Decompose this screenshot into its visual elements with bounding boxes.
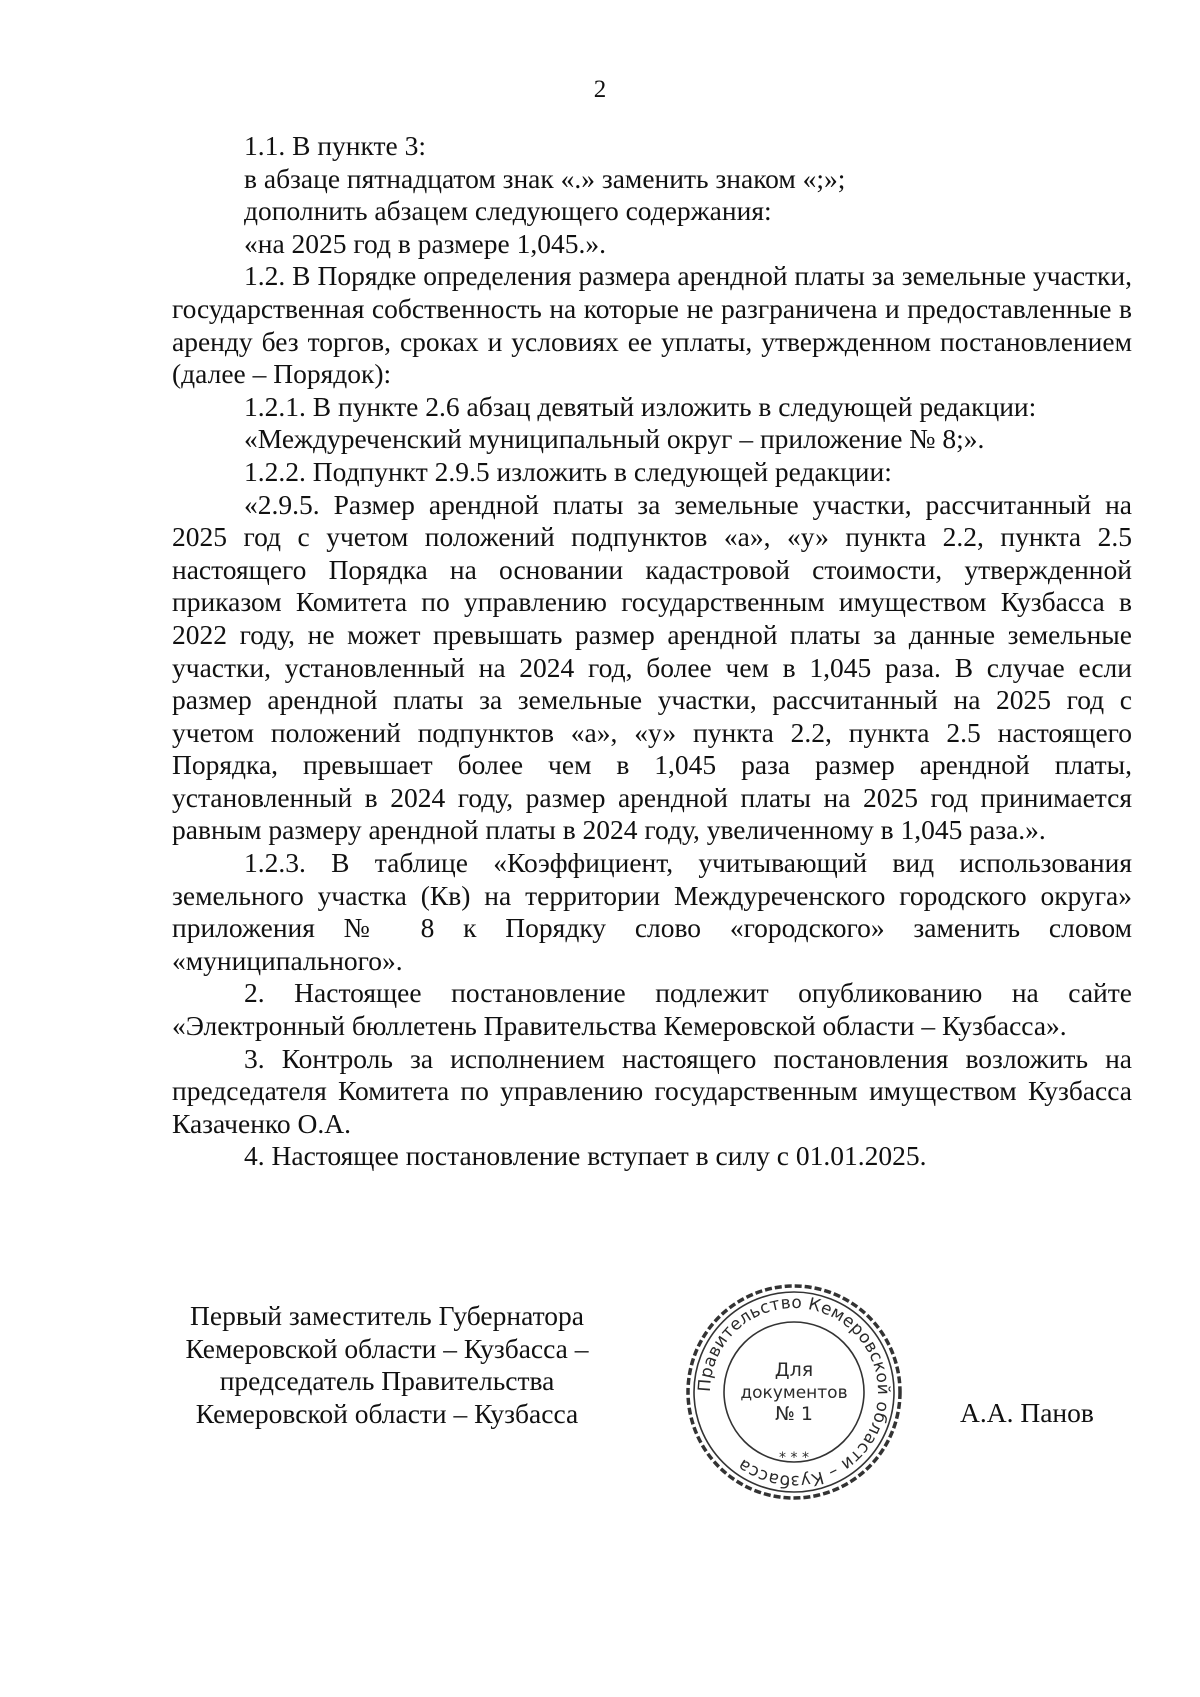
- paragraph-1-1-c: «на 2025 год в размере 1,045.».: [244, 227, 606, 259]
- paragraph-2-9-5: «2.9.5. Размер арендной платы за земельные участки, рассчитанный на 2025 год с учетом положений подпунктов «а», «у» пункта 2.2, пункта 2.5 настоящего Порядка на основании кадастровой стоимости, утвержденной приказом Комитета по управлению государственным имуществом Кузбасса в 2022 году, не может превышать размер арендной платы за данные земельные участки, установленный на 2024 год, более чем в 1,045 раза. В случае если размер арендной платы за земельные участки, рассчитанный на 2025 год с учетом положений подпунктов «а», «у» пункта 2.2, пункта 2.5 настоящего Порядка, превышает более чем в 1,045 раза размер арендной платы, установленный в 2024 году, размер арендной платы на 2025 год принимается равным размеру арендной платы в 2024 году, увеличенному в 1,045 раза.».: [172, 488, 1132, 846]
- paragraph-1-2: 1.2. В Порядке определения размера арендной платы за земельные участки, государственная собственность на которые не разграничена и предоставленные в аренду без торгов, сроках и условиях ее уплаты, утвержденном постановлением (далее – Порядок):: [172, 260, 1132, 390]
- paragraph-1-1: 1.1. В пункте 3:: [244, 130, 427, 161]
- seal-center-line: № 1: [775, 1403, 813, 1425]
- paragraph-1-1-a: в абзаце пятнадцатом знак «.» заменить знаком «;»;: [244, 162, 846, 194]
- seal-stars: * * *: [779, 1450, 809, 1466]
- signer-position-line: Первый заместитель Губернатора: [190, 1300, 584, 1331]
- seal-center-line: документов: [740, 1383, 848, 1403]
- paragraph-1-2-2: 1.2.2. Подпункт 2.9.5 изложить в следующей редакции:: [244, 455, 892, 487]
- signer-position: [172, 1300, 602, 1430]
- official-seal: [682, 1280, 906, 1504]
- signer-position-line: Кемеровской области – Кузбасса –: [185, 1332, 589, 1364]
- page-number: 2: [593, 76, 607, 103]
- seal-center-line: Для: [774, 1359, 814, 1381]
- signer-position-line: Кемеровской области – Кузбасса: [195, 1397, 579, 1429]
- paragraph-3: 3. Контроль за исполнением настоящего постановления возложить на председателя Комитета по управлению государственным имуществом Кузбасса Казаченко О.А.: [172, 1042, 1132, 1139]
- paragraph-1-2-1-a: «Междуреченский муниципальный округ – приложение № 8;».: [244, 423, 985, 455]
- seal-ring-text: Правительство Кемеровской области – Кузбасса: [694, 1292, 894, 1492]
- document-body: [172, 130, 1132, 1173]
- paragraph-1-2-3: 1.2.3. В таблице «Коэффициент, учитывающий вид использования земельного участка (Кв) на территории Междуреченского городского округа» приложения № 8 к Порядку слово «городского» заменить словом «муниципального».: [172, 847, 1132, 976]
- signer-name: А.А. Панов: [960, 1397, 1094, 1428]
- paragraph-1-2-1: 1.2.1. В пункте 2.6 абзац девятый изложить в следующей редакции:: [244, 390, 1037, 422]
- signer-position-line: председатель Правительства: [219, 1365, 555, 1397]
- paragraph-4: 4. Настоящее постановление вступает в силу с 01.01.2025.: [244, 1140, 927, 1172]
- paragraph-2: 2. Настоящее постановление подлежит опубликованию на сайте «Электронный бюллетень Правительства Кемеровской области – Кузбасса».: [172, 977, 1132, 1042]
- paragraph-1-1-b: дополнить абзацем следующего содержания:: [244, 195, 772, 227]
- seal-graphic: [682, 1280, 906, 1504]
